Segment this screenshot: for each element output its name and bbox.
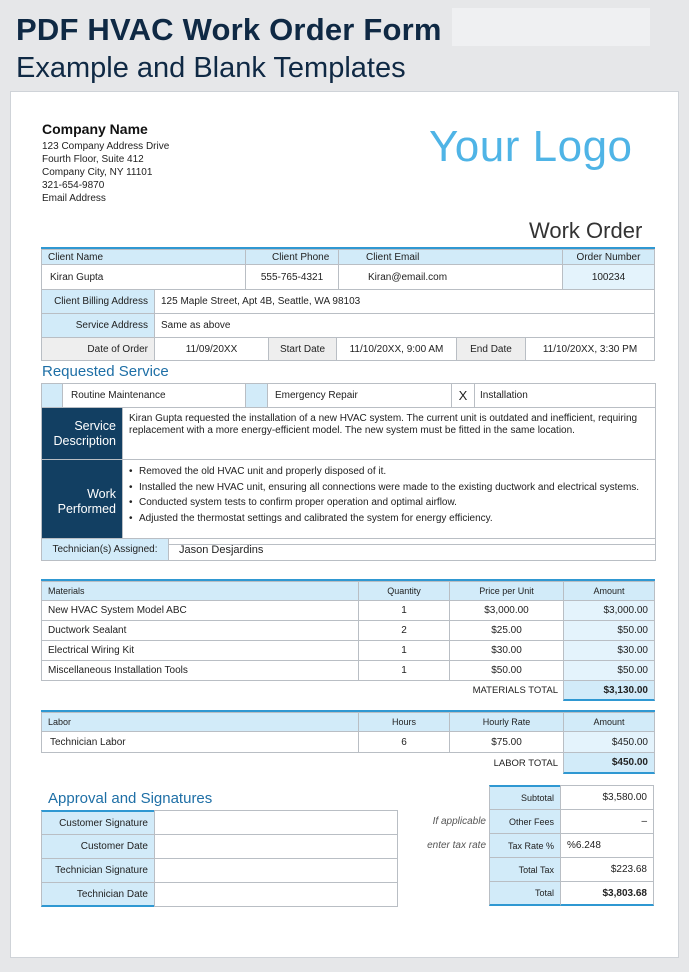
- table-cell: $450.00: [563, 731, 655, 753]
- page-subtitle: Example and Blank Templates: [16, 52, 406, 84]
- company-address-line: 123 Company Address Drive: [42, 141, 170, 152]
- company-email: Email Address: [42, 193, 106, 204]
- service-address-field[interactable]: Same as above: [154, 313, 655, 338]
- materials-total-value: $3,130.00: [563, 680, 655, 701]
- technician-assigned-field[interactable]: Jason Desjardins: [168, 538, 656, 561]
- service-description-field[interactable]: Kiran Gupta requested the installation of a new HVAC system. The current unit is outdated and inefficient, requiring replacement with a more energy-efficient model. The new system must be fitted in the same location.: [122, 407, 656, 460]
- list-item: • Adjusted the thermostat settings and calibrated the system for energy efficiency.: [129, 513, 639, 526]
- customer-signature-label: Customer Signature: [41, 810, 155, 835]
- client-name-field[interactable]: Kiran Gupta: [41, 264, 246, 290]
- emergency-repair-label: Emergency Repair: [267, 383, 452, 408]
- total-tax-value: $223.68: [560, 857, 654, 882]
- technician-date-field[interactable]: [154, 882, 398, 907]
- technician-signature-field[interactable]: [154, 858, 398, 883]
- page-title: PDF HVAC Work Order Form: [16, 12, 442, 47]
- table-cell[interactable]: $75.00: [449, 731, 564, 753]
- technician-assigned-label: Technician(s) Assigned:: [41, 538, 169, 561]
- work-order-form: [10, 91, 679, 958]
- client-email-label: Client Email: [338, 249, 563, 265]
- table-cell: $50.00: [563, 620, 655, 641]
- client-phone-label: Client Phone: [245, 249, 339, 265]
- labor-total-label: LABOR TOTAL: [493, 757, 558, 769]
- billing-address-label: Client Billing Address: [41, 289, 155, 314]
- subtotal-label: Subtotal: [489, 785, 561, 810]
- amount-header: Amount: [563, 581, 655, 601]
- table-cell: $30.00: [563, 640, 655, 661]
- order-number-field[interactable]: 100234: [562, 264, 655, 290]
- company-name: Company Name: [42, 121, 148, 137]
- requested-service-heading: Requested Service: [42, 363, 169, 380]
- table-cell: $50.00: [563, 660, 655, 681]
- end-date-field[interactable]: 11/10/20XX, 3:30 PM: [525, 337, 655, 361]
- other-fees-field[interactable]: –: [560, 809, 654, 834]
- total-tax-label: Total Tax: [489, 857, 561, 882]
- customer-date-label: Customer Date: [41, 834, 155, 859]
- grand-total-label: Total: [489, 881, 561, 906]
- work-order-title: Work Order: [529, 218, 643, 243]
- table-cell[interactable]: $3,000.00: [449, 600, 564, 621]
- routine-maintenance-checkbox[interactable]: [41, 383, 63, 408]
- installation-label: Installation: [474, 383, 656, 408]
- quantity-header: Quantity: [358, 581, 450, 601]
- company-address-line: Company City, NY 11101: [42, 167, 153, 178]
- price-per-unit-header: Price per Unit: [449, 581, 564, 601]
- list-item: • Removed the old HVAC unit and properly disposed of it.: [129, 466, 639, 479]
- emergency-repair-checkbox[interactable]: [245, 383, 268, 408]
- approval-heading: Approval and Signatures: [48, 790, 213, 807]
- list-item: • Conducted system tests to confirm proper operation and optimal airflow.: [129, 497, 639, 510]
- service-description-label: Service Description: [41, 407, 123, 460]
- table-cell[interactable]: Electrical Wiring Kit: [41, 640, 359, 661]
- start-date-label: Start Date: [268, 337, 337, 361]
- table-cell[interactable]: $25.00: [449, 620, 564, 641]
- labor-header: Labor: [41, 712, 359, 732]
- work-performed-label: Work Performed: [41, 459, 123, 545]
- subtotal-value: $3,580.00: [560, 785, 654, 810]
- table-cell[interactable]: 6: [358, 731, 450, 753]
- table-cell: $3,000.00: [563, 600, 655, 621]
- materials-header: Materials: [41, 581, 359, 601]
- order-number-label: Order Number: [562, 249, 655, 265]
- technician-signature-label: Technician Signature: [41, 858, 155, 883]
- technician-date-label: Technician Date: [41, 882, 155, 907]
- table-cell[interactable]: $50.00: [449, 660, 564, 681]
- table-cell[interactable]: 1: [358, 600, 450, 621]
- company-phone: 321-654-9870: [42, 180, 105, 191]
- table-cell[interactable]: 1: [358, 660, 450, 681]
- work-performed-field[interactable]: [122, 459, 656, 545]
- customer-signature-field[interactable]: [154, 810, 398, 835]
- installation-checkbox[interactable]: X: [451, 383, 475, 408]
- logo-placeholder: Your Logo: [429, 122, 633, 171]
- table-cell[interactable]: Technician Labor: [41, 731, 359, 753]
- client-phone-field[interactable]: 555-765-4321: [245, 264, 339, 290]
- labor-amount-header: Amount: [563, 712, 655, 732]
- date-of-order-field[interactable]: 11/09/20XX: [154, 337, 269, 361]
- table-cell[interactable]: 2: [358, 620, 450, 641]
- grand-total-value: $3,803.68: [560, 881, 654, 906]
- hours-header: Hours: [358, 712, 450, 732]
- tax-rate-note: enter tax rate: [427, 840, 486, 851]
- other-fees-label: Other Fees: [489, 809, 561, 834]
- labor-total-value: $450.00: [563, 752, 655, 774]
- table-cell[interactable]: Miscellaneous Installation Tools: [41, 660, 359, 681]
- tax-rate-field[interactable]: %6.248: [560, 833, 654, 858]
- client-email-field[interactable]: Kiran@email.com: [338, 264, 563, 290]
- work-performed-list: [129, 466, 639, 525]
- list-item: • Installed the new HVAC unit, ensuring all connections were made to the existing ductwork and electrical systems.: [129, 482, 639, 495]
- routine-maintenance-label: Routine Maintenance: [62, 383, 246, 408]
- billing-address-field[interactable]: 125 Maple Street, Apt 4B, Seattle, WA 98103: [154, 289, 655, 314]
- end-date-label: End Date: [456, 337, 526, 361]
- tax-rate-label: Tax Rate %: [489, 833, 561, 858]
- company-address-line: Fourth Floor, Suite 412: [42, 154, 144, 165]
- table-cell[interactable]: 1: [358, 640, 450, 661]
- table-cell[interactable]: New HVAC System Model ABC: [41, 600, 359, 621]
- table-cell[interactable]: $30.00: [449, 640, 564, 661]
- client-name-label: Client Name: [41, 249, 246, 265]
- table-cell[interactable]: Ductwork Sealant: [41, 620, 359, 641]
- fees-note: If applicable: [432, 816, 486, 827]
- header-band: [452, 8, 650, 46]
- materials-total-label: MATERIALS TOTAL: [472, 685, 558, 696]
- hourly-rate-header: Hourly Rate: [449, 712, 564, 732]
- service-address-label: Service Address: [41, 313, 155, 338]
- start-date-field[interactable]: 11/10/20XX, 9:00 AM: [336, 337, 457, 361]
- date-of-order-label: Date of Order: [41, 337, 155, 361]
- customer-date-field[interactable]: [154, 834, 398, 859]
